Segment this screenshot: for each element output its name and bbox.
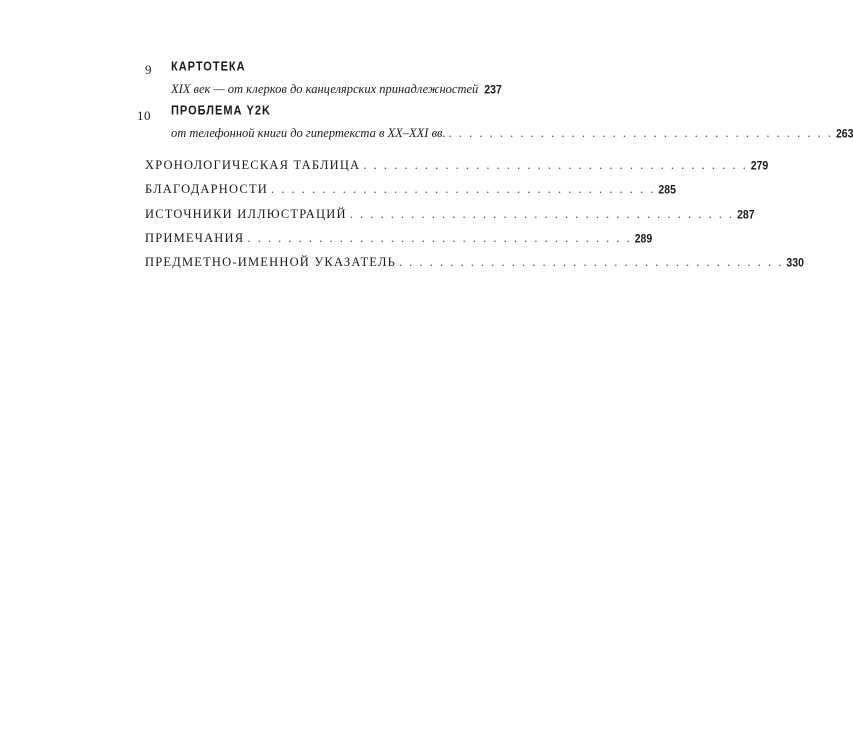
entry-label: ПРИМЕЧАНИЯ bbox=[145, 231, 245, 245]
chapter-subtitle-line bbox=[171, 82, 502, 97]
chapter-subtitle-line bbox=[171, 126, 853, 141]
dot-leader: . . . . . . . . . . . . . . . . . . . . . . . . . . . . . . . . . . . . . . bbox=[247, 231, 632, 245]
entry-label: ИСТОЧНИКИ ИЛЛЮСТРАЦИЙ bbox=[145, 207, 347, 221]
page-number: 279 bbox=[750, 159, 769, 173]
dot-leader: . . . . . . . . . . . . . . . . . . . . . . . . . . . . . . . . . . . . . . bbox=[448, 126, 833, 140]
chapter-subtitle: от телефонной книги до гипертекста в XX–XXI вв. bbox=[171, 126, 446, 140]
toc-entry-acknowledgements[interactable] bbox=[145, 182, 676, 197]
page-number: 330 bbox=[786, 256, 804, 270]
chapter-title: КАРТОТЕКА bbox=[171, 60, 246, 74]
entry-label: БЛАГОДАРНОСТИ bbox=[145, 182, 269, 196]
dot-leader: . . . . . . . . . . . . . . . . . . . . . . . . . . . . . . . . . . . . . . bbox=[271, 182, 656, 196]
toc-entry-illustration-sources[interactable] bbox=[145, 207, 755, 222]
page-number: 237 bbox=[484, 83, 502, 97]
chapter-number: 9 bbox=[145, 62, 152, 77]
dot-leader: . . . . . . . . . . . . . . . . . . . . . . . . . . . . . . . . . . . . . . bbox=[399, 255, 784, 269]
page-number: 287 bbox=[737, 208, 755, 222]
entry-label: ПРЕДМЕТНО-ИМЕННОЙ УКАЗАТЕЛЬ bbox=[145, 255, 397, 269]
toc-entry-index[interactable] bbox=[145, 255, 804, 270]
chapter-subtitle: XIX век — от клерков до канцелярских принадлежностей bbox=[171, 82, 479, 96]
page-number: 285 bbox=[658, 183, 676, 197]
chapter-title: ПРОБЛЕМА Y2K bbox=[171, 104, 271, 118]
chapter-number: 10 bbox=[137, 108, 151, 123]
toc-entry-chronology[interactable] bbox=[145, 158, 769, 173]
dot-leader: . . . . . . . . . . . . . . . . . . . . . . . . . . . . . . . . . . . . . . bbox=[349, 207, 735, 221]
toc-entry-notes[interactable] bbox=[145, 231, 653, 246]
dot-leader: . . . . . . . . . . . . . . . . . . . . . . . . . . . . . . . . . . . . . . bbox=[363, 158, 748, 172]
page-number: 263 bbox=[835, 127, 853, 141]
page-number: 289 bbox=[634, 232, 653, 246]
entry-label: ХРОНОЛОГИЧЕСКАЯ ТАБЛИЦА bbox=[145, 158, 361, 172]
